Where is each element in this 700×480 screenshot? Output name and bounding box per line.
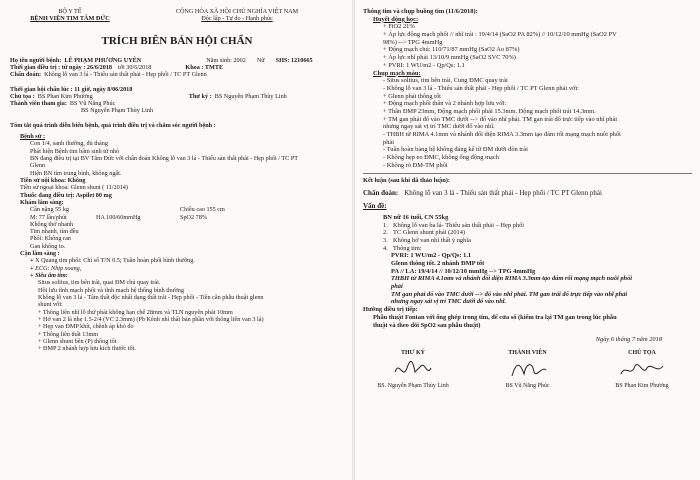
member-1: BS Vũ Năng Phúc	[69, 100, 116, 108]
cath-point: PA // LA: 19/4/14 // 10/12/10 mmHg --> TPG 4mmHg	[391, 267, 536, 275]
echo-item: shunt với:	[38, 301, 63, 309]
member-2: BS Nguyễn Phạm Thùy Linh	[81, 107, 154, 115]
conclusion-heading: Kết luận (sau khi đã thảo luận):	[363, 177, 451, 185]
hemo-line: + FiO2 21%	[383, 23, 415, 31]
hemodynamics-heading: Huyết động học:	[373, 15, 419, 23]
secretary-name: BS Nguyễn Phạm Thùy Linh	[214, 92, 287, 100]
nation-name: CỘNG HÒA XÃ HỘI CHỦ NGHĨA VIỆT NAM	[175, 8, 299, 15]
cath-point: Glenn thông tốt. 2 nhánh ĐMP tốt	[391, 260, 485, 268]
angio-line: - Không rò ĐM-TM phổi	[383, 161, 448, 169]
angiography-heading: Chụp mạch máu:	[373, 69, 421, 77]
plan-heading: Hướng điều trị tiếp:	[363, 306, 418, 314]
birth-year: Năm sinh: 2002	[206, 56, 246, 64]
angio-line: - Không hẹp eo ĐMC, không ống động mạch	[383, 154, 499, 162]
patient-label: Họ tên người bệnh:	[10, 56, 62, 64]
patient-summary: BN nữ 16 tuổi, CN 55kg	[383, 213, 449, 221]
ministry-name: BỘ Y TẾ	[58, 8, 82, 15]
ecg-bullet: +	[30, 264, 36, 272]
exam-item: Tim nhanh, tím đều	[30, 228, 79, 236]
blood-pressure: HA 100/60mmHg	[96, 213, 141, 221]
cath-point: THBH từ RIMA 4.1mm và nhánh đối diện RIMA 3.3mm tạo đám rối mạng mạch nuôi phổi	[391, 275, 633, 283]
echo-item: + Hẹp van ĐMP khít, chênh áp khó đo	[38, 323, 134, 331]
diagnosis-text: Không lỗ van 3 lá - Thiểu sản thất phải - Hẹp phổi / TC PT Glenn	[44, 71, 207, 79]
angio-line: + Thân ĐMP 23mm, Động mạch phổi phải 15.3mm. Động mạch phổi trái 14.3mm.	[383, 107, 596, 115]
issue-item: TC Glenn shunt phải (2014)	[393, 229, 466, 237]
issue-item: Thông tim:	[393, 244, 422, 252]
history-line: Phát hiện Bệnh tim bẩm sinh từ nhỏ	[30, 147, 120, 155]
signing-date: Ngày 6 tháng 7 năm 2018	[595, 336, 662, 344]
history-line: Con 1/4, sanh thường, đủ tháng	[30, 140, 108, 148]
echo-item: + Glenn shunt bền (P) thông tốt	[38, 337, 117, 345]
paraclinical-label: Cận lâm sàng :	[20, 250, 60, 258]
chair-signature	[592, 350, 692, 390]
angio-line: nhưng ngay sát vị trí TMC dưới đổ vào nhĩ.	[383, 123, 495, 131]
exam-item: Phổi: Không ran	[30, 235, 71, 243]
patient-sex: Nữ	[256, 56, 265, 64]
treatment-period: Thời gian điều trị : từ ngày : 26/6/2018	[10, 63, 113, 71]
angio-line: - THBH từ RIMA 4.1mm và nhánh đối diện RIMA 3.3mm tạo đám rối mạng mạch nuôi phổi	[383, 131, 621, 138]
echo-item: Situs solitus, tim bên trái, quai ĐM chủ quay trái.	[38, 279, 161, 287]
chair-title: CHỦ TỌA	[628, 349, 656, 356]
conclusion-text: Không lỗ van 3 lá - Thiểu sản thất phải - Hẹp phổi / TC PT Glenn phải	[404, 189, 602, 198]
chair-name: BS Phan Kim Phương	[37, 92, 93, 100]
member-title: THÀNH VIÊN	[508, 349, 547, 356]
xray-bullet: +	[30, 257, 36, 265]
angio-line: phải	[383, 138, 395, 146]
height: Chiều cao 155 cm	[180, 206, 225, 214]
angio-line: - Tuần hoàn bàng hệ không đáng kể từ ĐM dưới đòn trái	[383, 146, 528, 154]
section-divider	[363, 173, 692, 174]
nation-motto: Độc lập - Tự do - Hạnh phúc	[201, 15, 273, 23]
xray-result: X Quang tim phổi: Chỉ số T/N 0.5; Tuần hoàn phổi bình thường.	[35, 257, 195, 265]
document-header	[10, 8, 344, 23]
chair-label: Chủ tọa :	[10, 92, 35, 100]
members-label: Thành viên tham gia:	[10, 100, 67, 108]
signature-mark	[478, 357, 578, 383]
conclusion-label: Chẩn đoán:	[363, 189, 399, 198]
exam-label: Khám lâm sàng:	[20, 198, 64, 206]
hemo-line: + Áp lực động mạch phổi // nhĩ trái : 19/4/14 (SaO2 PA 82%) // 10/12/10 mmHg (SaO2 PV	[383, 31, 617, 39]
cath-heading: Thông tim và chụp buồng tim (11/6/2018):	[363, 8, 478, 15]
cath-point: phải	[391, 283, 403, 291]
signature-mark	[592, 357, 692, 383]
cath-point: PVRI: 1 WU/m2 - Qp/Qs: 1.1	[391, 252, 472, 260]
heart-rate: M: 77 lần/phút	[30, 213, 67, 221]
exam-item: Gan không to.	[30, 242, 66, 250]
angio-line: + TM gan phải đổ vào TMC dưới --> đổ vào nhĩ phải. TM gan trái đổ trực tiếp vào nhĩ phải	[383, 115, 618, 123]
signature-mark	[363, 357, 463, 383]
exam-item: Không thở nhanh	[30, 220, 74, 228]
ecg-result: ECG: Nhịp xoang,	[35, 264, 82, 272]
secretary-signature	[363, 350, 463, 390]
surgical-history: Tiền sử ngoại khoa: Glenn shunt ( 11/2014)	[20, 184, 128, 192]
angio-line: + Glenn phải thông tốt	[383, 92, 441, 100]
hemo-line: + PVRI: 1 WU/m2 - Qp/Qs: 1.1	[383, 61, 465, 69]
angio-line: - Không lỗ van 3 lá - Thiểu sản thất phải - Hẹp phổi / TC PT Glenn phải với:	[383, 84, 579, 92]
hemo-line: + Áp lực nhĩ phải 13/10/9 mmHg (SaO2 SVC 70%)	[383, 54, 516, 62]
issues-label: Vấn đề:	[363, 201, 387, 210]
history-line: Hiện BN tím trung bình, không ngất.	[30, 169, 122, 177]
history-line: Glenn	[30, 162, 46, 170]
angio-line: + Động mạch phổi thân và 2 nhánh hợp lưu với:	[383, 100, 507, 108]
angio-line: - Situs solitus, tim bên trái, Cung ĐMC quay trái	[383, 77, 508, 85]
record-number: SHS: 1210665	[275, 56, 313, 64]
spo2: SpO2 78%	[180, 213, 207, 221]
hospital-name: BỆNH VIỆN TIM TÂM ĐỨC	[30, 15, 110, 23]
history-label: Bệnh sử :	[20, 133, 46, 141]
echo-bullet: +	[30, 272, 36, 280]
echo-item: Không lỗ van 3 lá - Tâm thất độc nhất dạng thất trái - Hẹp phổi - Tiền căn phẫu thuật glenn	[38, 293, 264, 301]
issue-item: Không lỗ van ba lá- Thiểu sản thất phải – Hẹp phổi	[393, 221, 525, 229]
secretary-title: THƯ KÝ	[401, 349, 425, 356]
treatment-end: tới 30/6/2018	[118, 63, 152, 71]
weight: Cân nặng 55 kg	[30, 206, 70, 214]
document-title: TRÍCH BIÊN BẢN HỘI CHẨN	[101, 34, 253, 47]
internal-history: Tiền sử nội khoa: Không	[20, 176, 86, 184]
member-signature	[478, 350, 578, 390]
patient-name: LÊ PHẠM PHƯƠNG UYÊN	[64, 56, 142, 64]
signature-block	[363, 350, 692, 390]
echo-label: Siêu âm tim:	[35, 272, 68, 280]
chair-full-name: BS Phan Kim Phương	[615, 383, 669, 390]
cath-point: TM gan phải đổ vào TMC dưới --> đổ vào nhĩ phải. TM gan trái đổ trực tiếp vào nhĩ phải	[391, 290, 628, 298]
plan-line: thuật và theo dõi SpO2 sau phẫu thuật)	[373, 321, 481, 329]
diagnosis-label: Chẩn đoán:	[10, 71, 42, 79]
history-line: BN đang điều trị tại BV Tâm Đức với chẩn đoán Không lỗ van 3 lá - Thiểu sản thất phải - Hẹp phổi / TC PT	[30, 155, 299, 163]
summary-heading: Tóm tắt quá trình diễn biến bệnh, quá trình điều trị và chăm sóc người bệnh :	[10, 121, 216, 129]
echo-item: + ĐMP 2 nhánh hợp lưu kích thước tốt.	[38, 345, 136, 353]
hemo-line: + Động mạch chủ: 110/71/87 mmHg (SaO2 Ao 87%)	[383, 46, 520, 54]
current-meds: Thuốc đang điều trị: Aspilet 80 mg	[20, 191, 112, 199]
cath-point: nhưng ngay sát vị trí TMC dưới đổ vào nhĩ.	[391, 298, 507, 306]
echo-item: + Thông liên thất 13mm	[38, 330, 99, 338]
department: Khoa : TMTE	[185, 63, 224, 71]
echo-item: Hồi lưu tĩnh mạch phổi và tĩnh mạch hệ thống bình thường	[38, 286, 184, 294]
member-full-name: BS Vũ Năng Phúc	[505, 383, 550, 390]
secretary-label: Thư ký :	[188, 92, 212, 100]
meeting-time: Thời gian hội chẩn lúc : 11 giờ, ngày 8/06/2018	[10, 85, 133, 93]
echo-item: + Thông liên nhĩ lỗ thứ phát không hạn chế 28mm và TLN nguyên phát 10mm	[38, 308, 233, 316]
echo-item: + Hở van 2 lá nhẹ 1.5-2/4 (VC 2.3mm) (Pb Kênh nhĩ thất bán phần với thông liên van 3 lá)	[38, 315, 264, 323]
plan-line: Phẫu thuật Fontan với ống ghép trong tim, để cửa sổ (kiểm tra lại TM gan trong lúc phẫu	[373, 313, 617, 321]
secretary-full-name: BS. Nguyễn Phạm Thùy Linh	[377, 383, 449, 390]
hemo-line: 98%) --> TPG 4mmHg	[383, 38, 443, 46]
issue-item: Không hở van nhĩ thất ý nghĩa	[393, 236, 471, 244]
right-page: Thông tim và chụp buồng tim (11/6/2018): Huyết động học: + FiO2 21% + Áp lực động mạch phổi // nhĩ trái : 19/4/14 (SaO2 PA 82%) // 10/12/10 mmHg (SaO2 PV 98%) --> TPG 4mmHg + Động mạch chủ: 110/71/87 mmHg (SaO2 Ao 87%) + Áp lực nhĩ phải 13/10/9 mmHg (SaO2 SVC 70%) + PVRI: 1 WU/m2 - Qp/Qs: 1.1 Chụp mạch máu: - Situs solitus, tim bên trái, Cung ĐMC quay trái - Không lỗ van 3 lá - Thiểu sản thất phải - Hẹp phổi / TC PT Glenn phải với: + Glenn phải thông tốt + Động mạch phổi thân và 2 nhánh hợp lưu với: + Thân ĐMP 23mm, Động mạch phổi phải 15.3mm. Động mạch phổi trái 14.3mm. + TM gan phải đổ vào TMC dưới --> đổ vào nhĩ phải. TM gan trái đổ trực tiếp vào nhĩ phải nhưng ngay sát vị trí TMC dưới đổ vào nhĩ. - THBH từ RIMA 4.1mm và nhánh đối diện RIMA 3.3mm tạo đám rối mạng mạch nuôi phổi phải - Tuần hoàn bàng hệ không đáng kể từ ĐM dưới đòn trái - Không hẹp eo ĐMC, không ống động mạch - Không rò ĐM-TM phổi Kết luận (sau khi đã thảo luận): Chẩn đoán: Không lỗ van 3 lá - Thiểu sản thất phải - Hẹp phổi / TC PT Glenn phải Vấn đề: BN nữ 16 tuổi, CN 55kg 1. Không lỗ van ba lá- Thiểu sản thất phải – Hẹp phổi 2. TC Glenn shunt phải (2014) 3. Không hở van nhĩ thất ý nghĩa 4. Thông tim: PVRI: 1 WU/m2 - Qp/Qs: 1.1 Glenn thông tốt. 2 nhánh ĐMP tốt PA // LA: 19/4/14 // 10/12/10 mmHg --> TPG 4mmHg THBH từ RIMA 4.1mm và nhánh đối diện RIMA 3.3mm tạo đám rối mạng mạch nuôi phổi phải TM gan phải đổ vào TMC dưới --> đổ vào nhĩ phải. TM gan trái đổ trực tiếp vào nhĩ phải nhưng ngay sát vị trí TMC dưới đổ vào nhĩ. Hướng điều trị tiếp: Phẫu thuật Fontan với ống ghép trong tim, để cửa sổ (kiểm tra lại TM gan trong lúc phẫu thuật và theo dõi SpO2 sau phẫu thuật) Ngày 6 tháng 7 năm 2018 THƯ KÝ BS. Nguyễn Phạm Thùy Linh THÀNH VIÊN BS Vũ Năng Phúc CHỦ TỌA BS Phan Kim Phương	[355, 0, 700, 480]
